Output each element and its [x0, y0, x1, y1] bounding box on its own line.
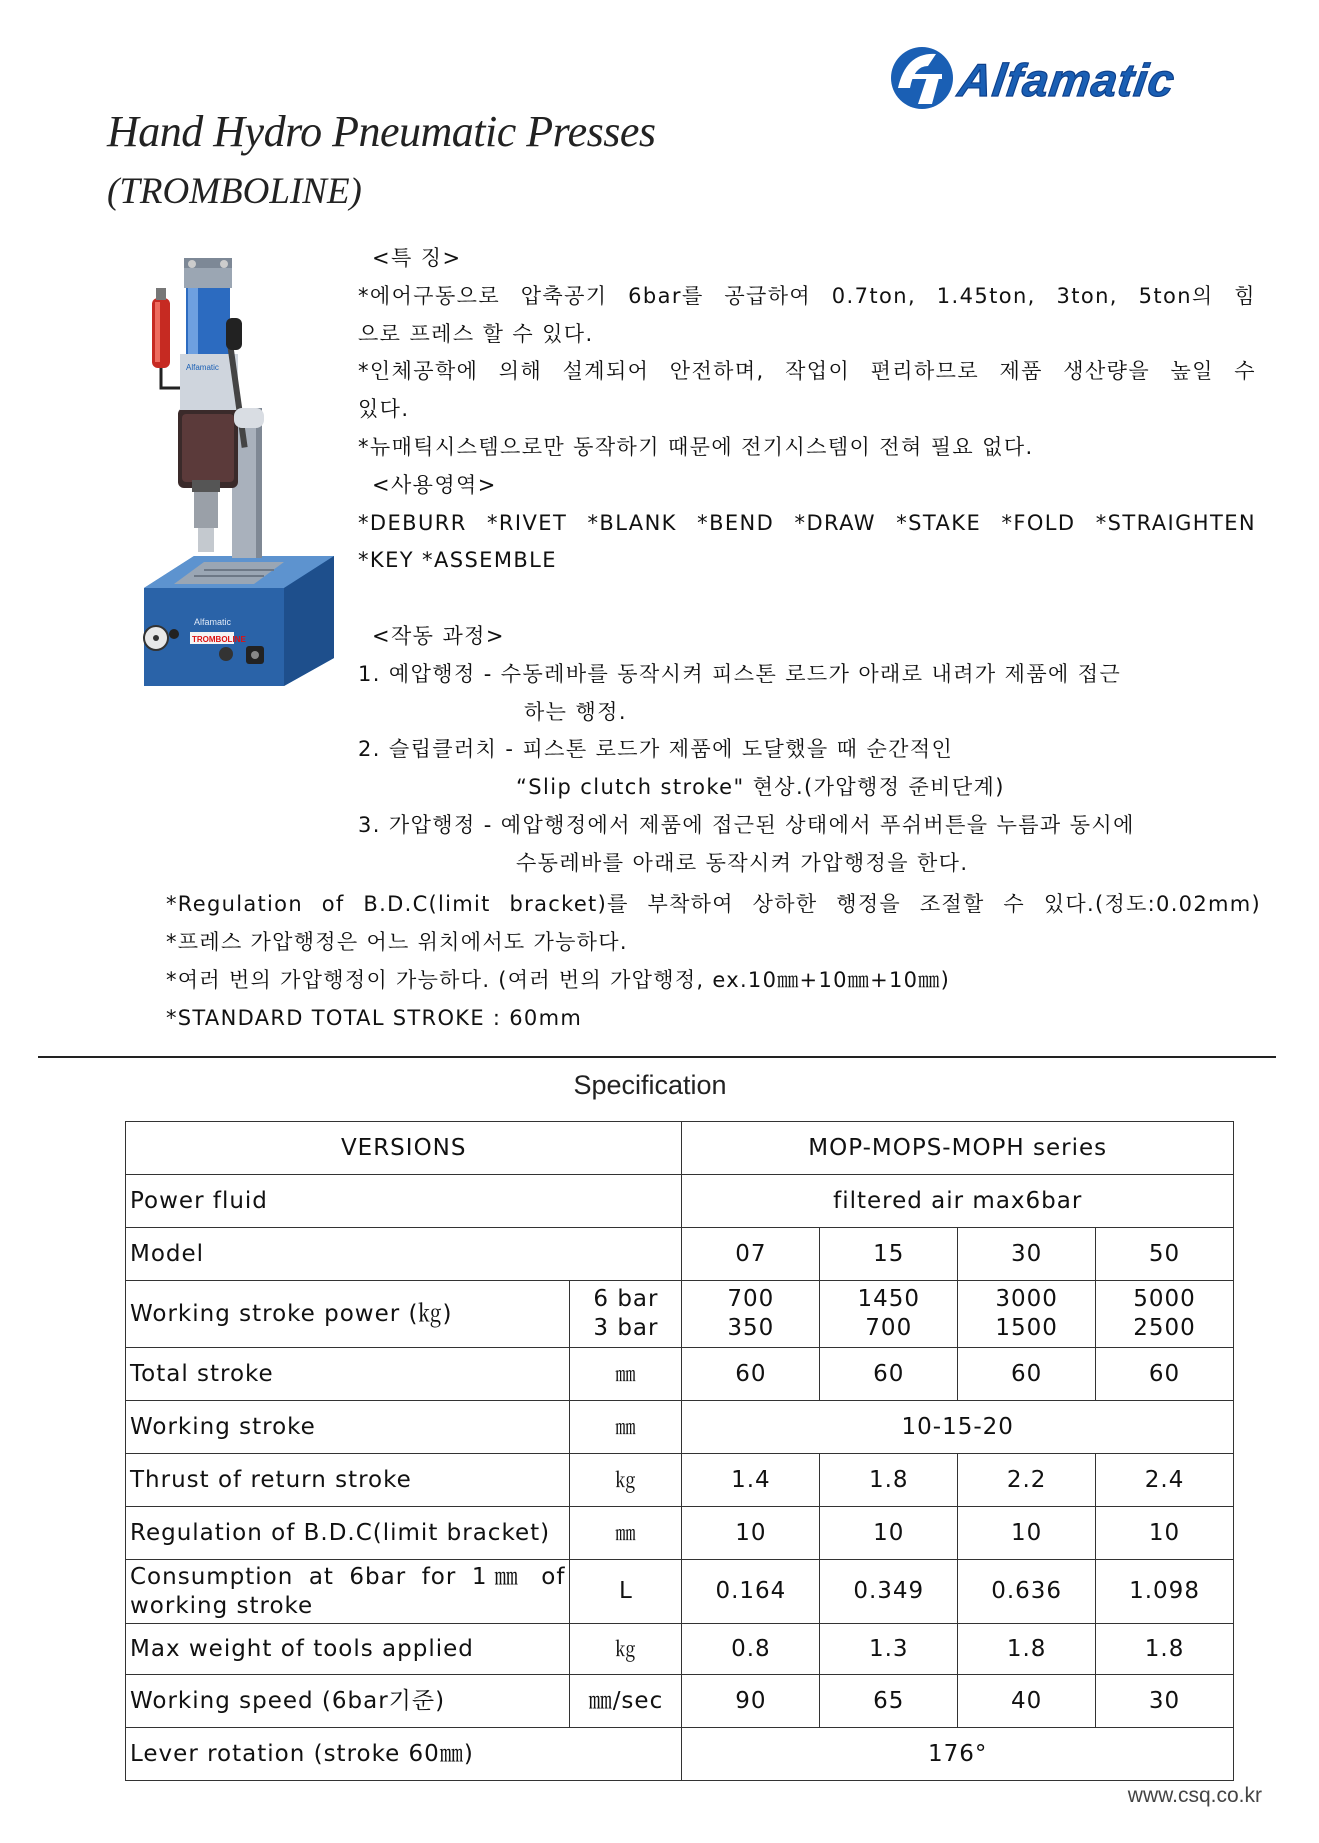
value-6bar: 700: [727, 1286, 775, 1313]
row-label: Model: [126, 1228, 682, 1281]
cell-value: 2.4: [1096, 1454, 1234, 1507]
feature-line: 으로 프레스 할 수 있다.: [358, 321, 594, 346]
cell-value: 10: [682, 1507, 820, 1560]
product-name-sticker-text: TROMBOLINE: [192, 635, 246, 644]
cell-value: 40: [958, 1675, 1096, 1728]
unit-cell: ㎜: [570, 1401, 682, 1454]
cell-value: [820, 1281, 958, 1348]
cell-value: 2.2: [958, 1454, 1096, 1507]
table-row: [126, 1228, 1234, 1281]
cell-value: [958, 1281, 1096, 1348]
cell-value: 1.3: [820, 1624, 958, 1675]
value-3bar: 2500: [1133, 1315, 1196, 1341]
table-row: [126, 1281, 1234, 1348]
process-step-continued: 수동레바를 아래로 동작시켜 가압행정을 한다.: [516, 850, 969, 875]
logo-wordmark: Alfamatic: [955, 54, 1179, 106]
note-line: *프레스 가압행정은 어느 위치에서도 가능하다.: [166, 930, 628, 954]
row-label: Max weight of tools applied: [126, 1624, 570, 1675]
table-row: [126, 1454, 1234, 1507]
unit-cell: ㎜: [570, 1507, 682, 1560]
cell-value: 0.349: [820, 1560, 958, 1624]
usage-heading: <사용영역>: [372, 472, 497, 497]
value-3bar: 350: [727, 1315, 775, 1341]
features-heading: <특 징>: [372, 246, 462, 270]
cell-value: 30: [958, 1228, 1096, 1281]
cell-value: 65: [820, 1675, 958, 1728]
table-row: [126, 1624, 1234, 1675]
cell-value: 1.8: [958, 1624, 1096, 1675]
unit-cell: [570, 1281, 682, 1348]
page-subtitle: (TROMBOLINE): [107, 171, 362, 212]
alfamatic-logo: [888, 44, 1210, 116]
process-heading: <작동 과정>: [372, 623, 505, 648]
cell-value: 60: [820, 1348, 958, 1401]
series-header: MOP-MOPS-MOPH series: [682, 1122, 1234, 1175]
process-step: 1. 예압행정 - 수동레바를 동작시켜 피스톤 로드가 아래로 내려가 제품에 접근: [358, 661, 1122, 686]
cell-value: 07: [682, 1228, 820, 1281]
cell-value: 60: [958, 1348, 1096, 1401]
table-row: [126, 1560, 1234, 1624]
section-divider: [38, 1056, 1276, 1058]
unit-cell: L: [570, 1560, 682, 1624]
table-row: [126, 1675, 1234, 1728]
row-label-line: working stroke: [130, 1592, 314, 1619]
process-step-continued: “Slip clutch stroke" 현상.(가압행정 준비단계): [516, 775, 1005, 800]
cell-value: 10: [958, 1507, 1096, 1560]
unit-3bar: 3 bar: [593, 1315, 659, 1341]
cell-value: 1.8: [820, 1454, 958, 1507]
cell-value: 10-15-20: [682, 1401, 1234, 1454]
unit-cell: ㎜: [570, 1348, 682, 1401]
table-row: [126, 1122, 1234, 1175]
cell-value: 10: [820, 1507, 958, 1560]
feature-line: *뉴매틱시스템으로만 동작하기 때문에 전기시스템이 전혀 필요 없다.: [358, 434, 1034, 459]
feature-line: *인체공학에 의해 설계되어 안전하며, 작업이 편리하므로 제품 생산량을 높일 수: [358, 359, 1256, 384]
usage-line: *DEBURR *RIVET *BLANK *BEND *DRAW *STAKE *FOLD *STRAIGHTEN: [358, 510, 1256, 535]
cell-value: 60: [682, 1348, 820, 1401]
unit-cell: ㎜/sec: [570, 1675, 682, 1728]
feature-line: 있다.: [358, 397, 410, 422]
table-row: [126, 1728, 1234, 1781]
spec-title: Specification: [573, 1070, 727, 1100]
table-row: [126, 1401, 1234, 1454]
cell-value: [1096, 1281, 1234, 1348]
cell-value: 90: [682, 1675, 820, 1728]
cell-value: [682, 1281, 820, 1348]
features-section: [358, 240, 1258, 883]
table-row: [126, 1507, 1234, 1560]
row-label: Working stroke power (㎏): [126, 1281, 570, 1348]
unit-6bar: 6 bar: [593, 1286, 659, 1313]
row-label: Lever rotation (stroke 60㎜): [126, 1728, 682, 1781]
cell-value: 1.8: [1096, 1624, 1234, 1675]
table-row: [126, 1175, 1234, 1228]
spec-table: [125, 1121, 1234, 1781]
row-label: Regulation of B.D.C(limit bracket): [126, 1507, 570, 1560]
cell-value: 0.636: [958, 1560, 1096, 1624]
notes-section: [166, 885, 1261, 1037]
website-link[interactable]: www.csq.co.kr: [1127, 1784, 1262, 1807]
cell-value: 0.164: [682, 1560, 820, 1624]
page-title: Hand Hydro Pneumatic Presses: [107, 107, 656, 156]
value-6bar: 1450: [857, 1286, 921, 1313]
unit-cell: ㎏: [570, 1624, 682, 1675]
cell-value: 0.8: [682, 1624, 820, 1675]
row-label: Working speed (6bar기준): [126, 1675, 570, 1728]
svg-text:Alfamatic: Alfamatic: [186, 363, 219, 372]
row-label-line: Consumption at 6bar for 1㎜ of: [130, 1563, 566, 1590]
row-label: Total stroke: [126, 1348, 570, 1401]
value-3bar: 700: [865, 1315, 913, 1341]
note-line: *STANDARD TOTAL STROKE : 60mm: [166, 1006, 583, 1030]
value-6bar: 5000: [1133, 1286, 1196, 1313]
process-step: 3. 가압행정 - 예압행정에서 제품에 접근된 상태에서 푸쉬버튼을 누름과 동시에: [358, 812, 1135, 837]
panel-brand-label: Alfamatic: [194, 617, 232, 627]
cell-value: 10: [1096, 1507, 1234, 1560]
process-step-continued: 하는 행정.: [524, 699, 627, 724]
cell-value: 1.098: [1096, 1560, 1234, 1624]
value-3bar: 1500: [995, 1315, 1058, 1341]
cell-value: 176°: [682, 1728, 1234, 1781]
value-6bar: 3000: [995, 1286, 1058, 1313]
usage-line: *KEY *ASSEMBLE: [358, 548, 557, 573]
logo-emblem-icon: [891, 47, 953, 109]
press-machine-illustration: [134, 258, 344, 688]
cell-value: 30: [1096, 1675, 1234, 1728]
row-label: [126, 1560, 570, 1624]
feature-line: *에어구동으로 압축공기 6bar를 공급하여 0.7ton, 1.45ton, 3ton, 5ton의 힘: [358, 283, 1256, 308]
cell-value: filtered air max6bar: [682, 1175, 1234, 1228]
cell-value: 15: [820, 1228, 958, 1281]
row-label: Power fluid: [126, 1175, 682, 1228]
table-row: [126, 1348, 1234, 1401]
unit-cell: ㎏: [570, 1454, 682, 1507]
note-line: *여러 번의 가압행정이 가능하다. (여러 번의 가압행정, ex.10㎜+10㎜+10㎜): [166, 968, 951, 992]
row-label: Thrust of return stroke: [126, 1454, 570, 1507]
cell-value: 60: [1096, 1348, 1234, 1401]
cell-value: 50: [1096, 1228, 1234, 1281]
versions-header: VERSIONS: [126, 1122, 682, 1175]
note-line: *Regulation of B.D.C(limit bracket)를 부착하여 상하한 행정을 조절할 수 있다.(정도:0.02mm): [166, 892, 1261, 916]
cell-value: 1.4: [682, 1454, 820, 1507]
process-step: 2. 슬립클러치 - 피스톤 로드가 제품에 도달했을 때 순간적인: [358, 737, 954, 762]
row-label: Working stroke: [126, 1401, 570, 1454]
